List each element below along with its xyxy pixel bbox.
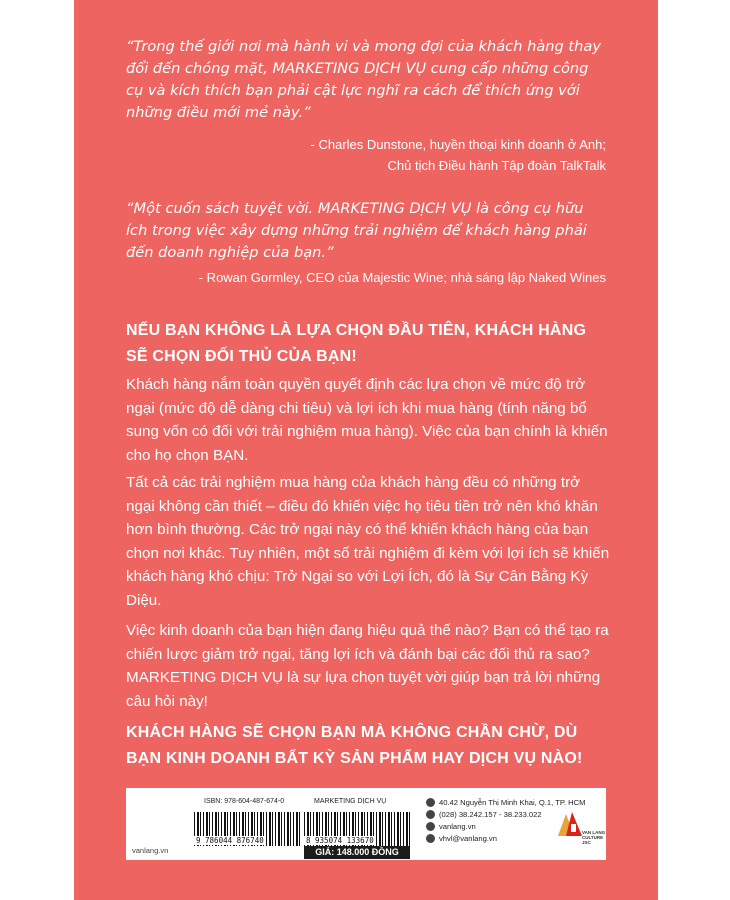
- website-line: [426, 820, 556, 832]
- quote-dunstone: “Trong thế giới nơi mà hành vi và mong đợi của khách hàng thay đổi đến chóng mặt, MARKETING DỊCH VỤ cung cấp những công cụ và kích thích bạn phải cật lực nghĩ ra cách để thích ứng với những điều mới mẻ này.”: [126, 38, 601, 121]
- location-pin-icon: [426, 798, 435, 807]
- body-paragraph: Khách hàng nắm toàn quyền quyết định các lựa chọn về mức độ trở ngại (mức độ dễ dàng chi tiêu) và lợi ích khi mua hàng (tính năng bổ sung vốn có đối với trải nghiệm mua hàng). Việc của bạn chính là khiến cho họ chọn BẠN.: [126, 376, 608, 464]
- body-paragraph: Tất cả các trải nghiệm mua hàng của khách hàng đều có những trở ngại không cần thiết – điều đó khiến việc họ tiêu tiền trở nên khó khăn hơn bình thường. Các trở ngại này có thể khiến khách hàng của bạn chọn nơi khác. Tuy nhiên, một số trải nghiệm đi kèm với lợi ích sẽ khiến khách hàng khó chịu: Trở Ngại so với Lợi Ích, đó là Sự Cân Bằng Kỳ Diệu.: [126, 474, 610, 609]
- price-tag: GIÁ: 148.000 ĐỒNG: [304, 846, 410, 859]
- attribution-line: - Charles Dunstone, huyền thoại kinh doanh ở Anh;: [310, 137, 606, 152]
- attribution-line: Chủ tịch Điều hành Tập đoàn TalkTalk: [387, 158, 606, 173]
- attribution-dunstone: [126, 134, 606, 176]
- envelope-icon: [426, 834, 435, 843]
- publisher-logo-text: VAN LANG CULTURE JSC: [582, 830, 606, 845]
- phone-line: [426, 808, 556, 820]
- book-title-label: MARKETING DỊCH VỤ: [314, 798, 387, 805]
- address-text: 40.42 Nguyễn Thị Minh Khai, Q.1, TP. HCM: [439, 797, 586, 807]
- isbn-barcode: [194, 792, 300, 854]
- headline-choose-you: KHÁCH HÀNG SẼ CHỌN BẠN MÀ KHÔNG CHẦN CHỪ, DÙ BẠN KINH DOANH BẤT KỲ SẢN PHẨM HAY DỊCH VỤ NÀO!: [126, 724, 583, 767]
- website-text: vanlang.vn: [439, 821, 476, 831]
- globe-icon: [426, 822, 435, 831]
- publisher-logo-icon: [556, 808, 584, 838]
- attribution-line: - Rowan Gormley, CEO của Majestic Wine; nhà sáng lập Naked Wines: [198, 270, 606, 285]
- email-line: [426, 832, 556, 844]
- price-barcode: [304, 792, 410, 854]
- body-paragraph: Việc kinh doanh của bạn hiện đang hiệu quả thế nào? Bạn có thể tạo ra chiến lược giảm trở ngại, tăng lợi ích và đánh bại các đối thủ ra sao? MARKETING DỊCH VỤ là sự lựa chọn tuyệt vời giúp bạn trả lời những câu hỏi này!: [126, 622, 609, 710]
- isbn-digits: 9 786044 876740: [196, 836, 264, 845]
- attribution-gormley: [126, 267, 606, 288]
- address-line: [426, 796, 586, 808]
- quote-gormley: “Một cuốn sách tuyệt vời. MARKETING DỊCH VỤ là công cụ hữu ích trong việc xây dựng những trải nghiệm để khách hàng phải đến doanh nghiệp của bạn.”: [126, 200, 587, 261]
- back-cover: [74, 0, 658, 900]
- isbn-label: ISBN: 978-604-487-674-0: [204, 798, 285, 805]
- publisher-contact: [426, 796, 586, 844]
- phone-icon: [426, 810, 435, 819]
- barcode-digits: 8 935074 133670: [306, 836, 374, 845]
- phone-text: (028) 38.242.157 - 38.233.022: [439, 809, 542, 819]
- publisher-site-text: vanlang.vn: [132, 846, 169, 855]
- headline-first-choice: NẾU BẠN KHÔNG LÀ LỰA CHỌN ĐẦU TIÊN, KHÁCH HÀNG SẼ CHỌN ĐỐI THỦ CỦA BẠN!: [126, 322, 587, 365]
- publisher-footer: [126, 788, 606, 860]
- email-text: vhvl@vanlang.vn: [439, 833, 497, 843]
